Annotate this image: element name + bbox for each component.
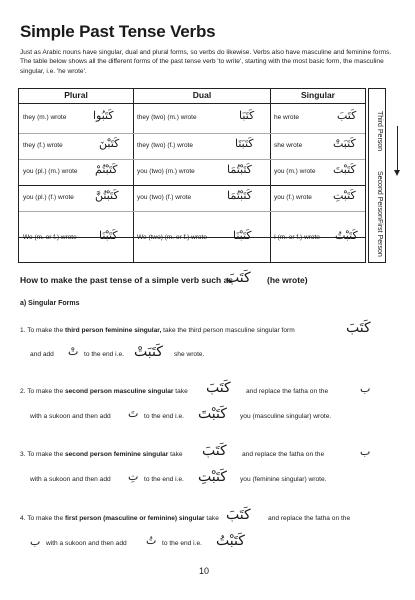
cell-dual-en: they (two) (m.) wrote: [137, 114, 197, 121]
cell-dual-ar: كَتَبْتُمَا: [227, 163, 252, 176]
section-heading: How to make the past tense of a simple verb such as: [20, 275, 234, 285]
person-label-column: [368, 88, 386, 263]
cell-singular-en: you (m.) wrote: [274, 168, 316, 175]
step-2-replace: and replace the fatha on the: [246, 388, 329, 395]
first-person-label: First Person: [376, 219, 383, 257]
cell-singular-ar: كَتَبْتُ: [335, 229, 358, 242]
step-2-letter-arabic: تَ: [128, 407, 139, 420]
row-divider: [19, 159, 365, 160]
step-4-replace: and replace the fatha on the: [268, 515, 351, 522]
step-2-line-1: 2. To make the second person masculine singular take: [20, 388, 188, 395]
subheading: a) Singular Forms: [20, 300, 80, 307]
step-3-base-arabic: كَتَبَ: [202, 443, 227, 459]
step-4-margin-arabic: ب: [30, 535, 41, 548]
cell-plural-en: We (m. or f.) wrote: [23, 234, 77, 241]
cell-plural-en: you (pl.) (f.) wrote: [23, 194, 74, 201]
step-4-base-arabic: كَتَبَ: [226, 507, 251, 523]
step-4-result-arabic: كَتَبْتُ: [216, 533, 245, 549]
step-3-replace: and replace the fatha on the: [242, 451, 325, 458]
step-3-sukoon: with a sukoon and then add: [30, 476, 111, 483]
cell-plural-en: they (m.) wrote: [23, 114, 67, 121]
cell-dual-ar: كَتَبَتَا: [235, 137, 254, 150]
cell-plural-ar: كَتَبْنَا: [99, 229, 118, 242]
cell-dual-en: We (two) (m. or f.) wrote: [137, 234, 207, 241]
cell-dual-en: they (two) (f.) wrote: [137, 142, 193, 149]
cell-dual-en: you (two) (m.) wrote: [137, 168, 195, 175]
cell-plural-ar: كَتَبُوا: [93, 109, 114, 122]
section-heading-gloss: (he wrote): [267, 275, 308, 285]
header-singular: Singular: [300, 90, 335, 100]
step-1-gloss: she wrote.: [174, 351, 205, 358]
cell-singular-ar: كَتَبْتِ: [333, 189, 356, 202]
cell-plural-ar: كَتَبْتُنَّ: [95, 189, 119, 202]
header-dual: Dual: [192, 90, 212, 100]
down-arrow-icon: [397, 126, 398, 172]
cell-dual-en: you (two) (f.) wrote: [137, 194, 192, 201]
step-2-margin-arabic: ب: [360, 382, 371, 395]
step-2-sukoon: with a sukoon and then add: [30, 413, 111, 420]
step-2-to-end: to the end i.e.: [144, 413, 184, 420]
cell-plural-ar: كَتَبْنَ: [99, 137, 120, 150]
cell-singular-ar: كَتَبْتَ: [333, 163, 356, 176]
cell-dual-ar: كَتَبْتُمَا: [227, 189, 252, 202]
table-header: [19, 89, 365, 104]
section-heading-arabic: كَتَبَ: [226, 270, 251, 286]
step-3-gloss: you (feminine singular) wrote.: [240, 476, 327, 483]
row-divider: [19, 185, 365, 186]
step-4-sukoon: with a sukoon and then add: [46, 540, 127, 547]
cell-plural-ar: كَتَبْتُمْ: [95, 163, 118, 176]
step-4-letter-arabic: تُ: [146, 534, 157, 547]
row-divider: [19, 211, 365, 212]
cell-plural-en: they (f.) wrote: [23, 142, 63, 149]
step-1-base-arabic: كَتَبَ: [346, 320, 371, 336]
step-4-line-1: 4. To make the first person (masculine or feminine) singular take: [20, 515, 219, 522]
step-1-and-add: and add: [30, 351, 54, 358]
cell-dual-ar: كَتَبْنَا: [233, 229, 252, 242]
down-arrow-icon: [394, 170, 400, 176]
step-3-margin-arabic: ب: [360, 445, 371, 458]
page-number: 10: [199, 566, 210, 576]
step-2-gloss: you (masculine singular) wrote.: [240, 413, 332, 420]
step-3-result-arabic: كَتَبْتِ: [198, 469, 227, 485]
cell-dual-ar: كَتَبَا: [239, 109, 255, 122]
conjugation-table: [18, 88, 366, 263]
page-title: Simple Past Tense Verbs: [20, 22, 216, 41]
intro-paragraph: Just as Arabic nouns have singular, dual and plural forms, so verbs do likewise. Verbs also have masculine and feminine forms. The table below shows all the different forms of the past tense verb 'to write', starting with the most basic form, the masculine singular, i.e. 'he wrote'.: [20, 49, 392, 75]
cell-singular-ar: كَتَبَتْ: [333, 137, 356, 150]
step-4-to-end: to the end i.e.: [162, 540, 202, 547]
second-person-label: Second Person: [376, 171, 383, 219]
cell-plural-en: you (pl.) (m.) wrote: [23, 168, 78, 175]
cell-singular-ar: كَتَبَ: [337, 109, 357, 122]
cell-singular-en: she wrote: [274, 142, 303, 149]
step-3-to-end: to the end i.e.: [144, 476, 184, 483]
step-1-result-arabic: كَتَبَتْ: [134, 344, 163, 360]
cell-singular-en: he wrote: [274, 114, 299, 121]
step-3-letter-arabic: تِ: [128, 470, 139, 483]
third-person-label: Third Person: [376, 111, 383, 152]
step-2-result-arabic: كَتَبْتَ: [198, 406, 227, 422]
step-2-base-arabic: كَتَبَ: [206, 380, 231, 396]
cell-singular-en: you (f.) wrote: [274, 194, 312, 201]
step-1-to-end: to the end i.e.: [84, 351, 124, 358]
step-1-line-1: 1. To make the third person feminine singular, take the third person masculine singular form: [20, 327, 295, 334]
step-3-line-1: 3. To make the second person feminine singular take: [20, 451, 183, 458]
row-divider: [19, 133, 365, 134]
header-plural: Plural: [64, 90, 88, 100]
cell-singular-en: I (m. or f.) wrote: [274, 234, 320, 241]
step-1-letter-arabic: تْ: [68, 345, 79, 358]
